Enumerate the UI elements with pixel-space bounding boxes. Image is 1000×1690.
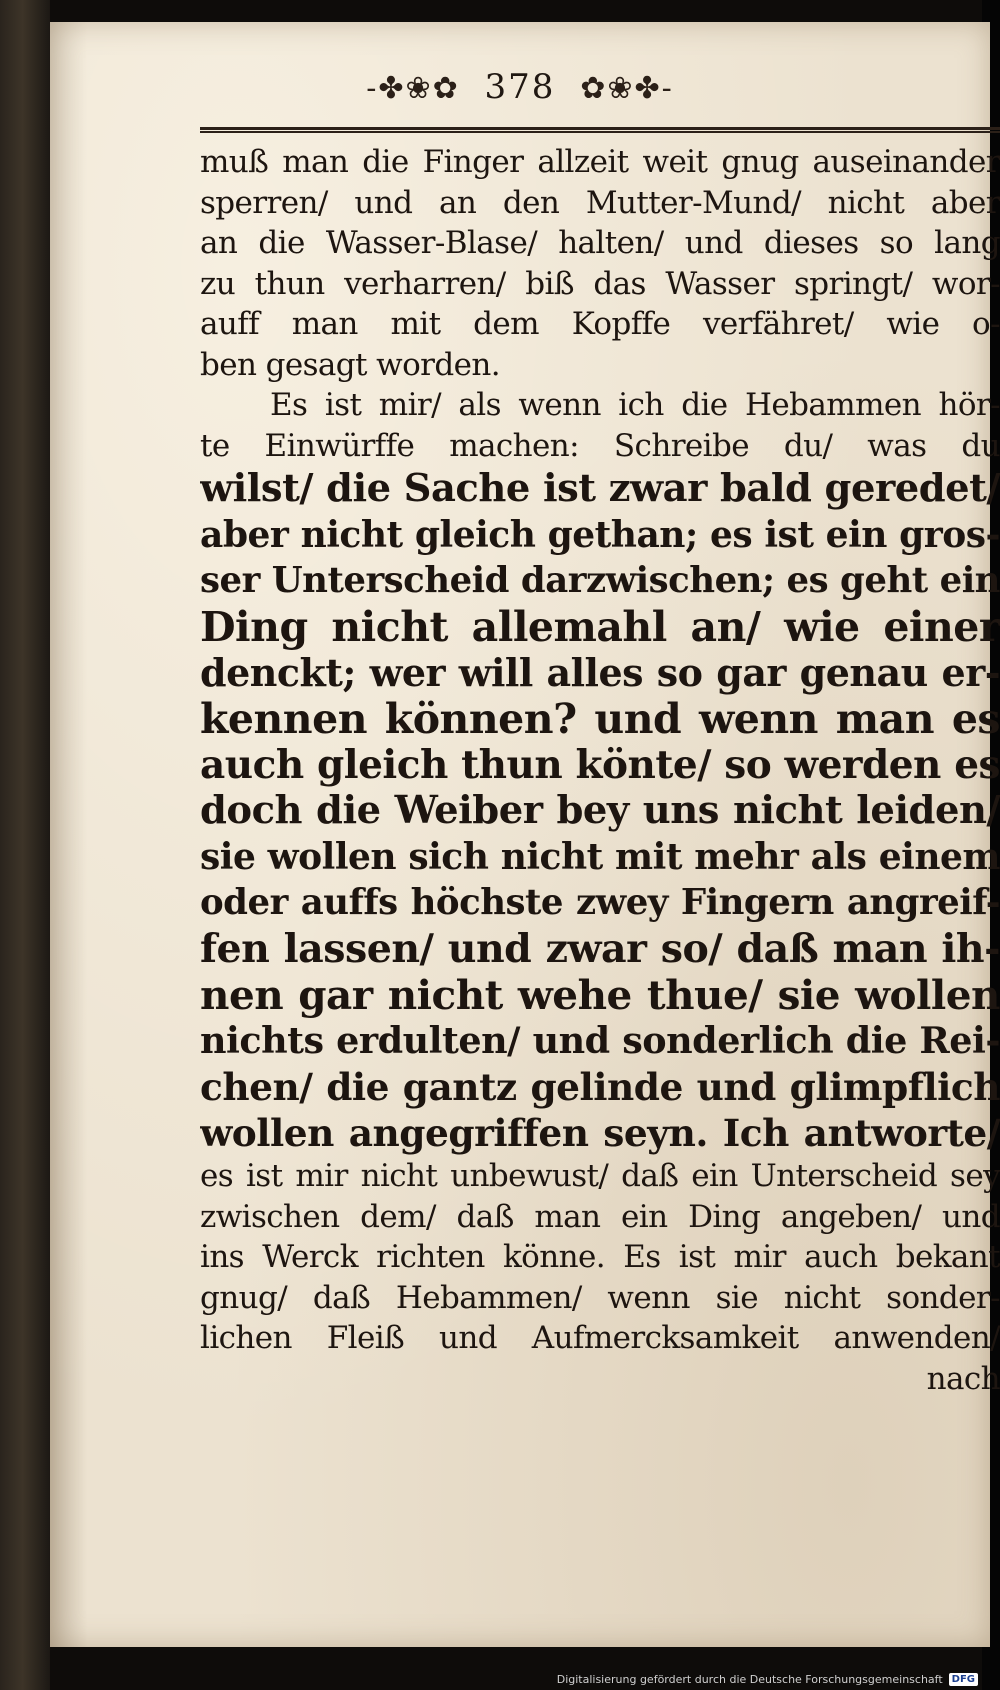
page-body-text (200, 142, 1000, 1399)
text-line: zwischen dem/ daß man ein Ding angeben/ und (200, 1198, 1000, 1235)
credit-text: Digitalisierung gefördert durch die Deutsche Forschungsgemeinschaft (556, 1673, 943, 1686)
text-line: lichen Fleiß und Aufmercksamkeit anwenden/ (200, 1320, 1000, 1356)
catchword: nach (926, 1360, 1000, 1397)
left-ornament: -✤❀✿ (366, 71, 460, 106)
text-line: oder auffs höchste zwey Fingern angreif- (200, 882, 1000, 923)
text-line: wollen angegriffen seyn. Ich antworte/ (200, 1111, 1000, 1155)
text-line: Es ist mir/ als wenn ich die Hebammen hör- (270, 387, 1000, 423)
text-line: ins Werck richten könne. Es ist mir auch bekant (200, 1239, 1000, 1275)
text-line: fen lassen/ und zwar so/ daß man ih- (200, 926, 1000, 972)
text-line: nen gar nicht wehe thue/ sie wollen (200, 972, 1000, 1018)
text-line: denckt; wer will alles so gar genau er- (200, 650, 1000, 695)
text-line: auch gleich thun könte/ so werden es (200, 742, 1000, 788)
text-line: muß man die Finger allzeit weit gnug auseinander (200, 144, 1000, 180)
text-line: te Einwürffe machen: Schreibe du/ was du (200, 427, 1000, 464)
text-line: sperren/ und an den Mutter-Mund/ nicht aber (200, 184, 1000, 221)
text-line: gnug/ daß Hebammen/ wenn sie nicht sonder- (200, 1279, 1000, 1316)
header-rule (200, 127, 1000, 133)
text-line: auff man mit dem Kopffe verfähret/ wie o- (200, 306, 1000, 342)
text-line: ben gesagt worden. (200, 346, 500, 383)
text-line: doch die Weiber bey uns nicht leiden/ (200, 788, 1000, 833)
text-line: chen/ die gantz gelinde und glimpflich (200, 1065, 1000, 1109)
text-line: wilst/ die Sache ist zwar bald geredet/ (200, 466, 1000, 511)
text-line: ser Unterscheid darzwischen; es geht ein (200, 560, 1000, 601)
page-header (50, 67, 990, 107)
book-page (50, 22, 1000, 1647)
text-line: zu thun verharren/ biß das Wasser springt/ wor- (200, 265, 1000, 302)
dfg-logo: DFG (949, 1673, 978, 1686)
text-line: Ding nicht allemahl an/ wie einer (200, 604, 1000, 650)
text-line: kennen können? und wenn man es (200, 696, 1000, 742)
page-number: 378 (484, 67, 556, 107)
text-line: sie wollen sich nicht mit mehr als einem (200, 836, 1000, 878)
text-line: es ist mir nicht unbewust/ daß ein Unterscheid sey (200, 1158, 1000, 1194)
digitization-credit (557, 1673, 978, 1686)
right-ornament: ✿❀✤- (580, 71, 674, 106)
text-line: an die Wasser-Blase/ halten/ und dieses so lang (200, 225, 1000, 261)
book-spine-edge (0, 0, 50, 1690)
text-line: aber nicht gleich gethan; es ist ein gros- (200, 514, 1000, 556)
text-line: nichts erdulten/ und sonderlich die Rei- (200, 1019, 1000, 1062)
